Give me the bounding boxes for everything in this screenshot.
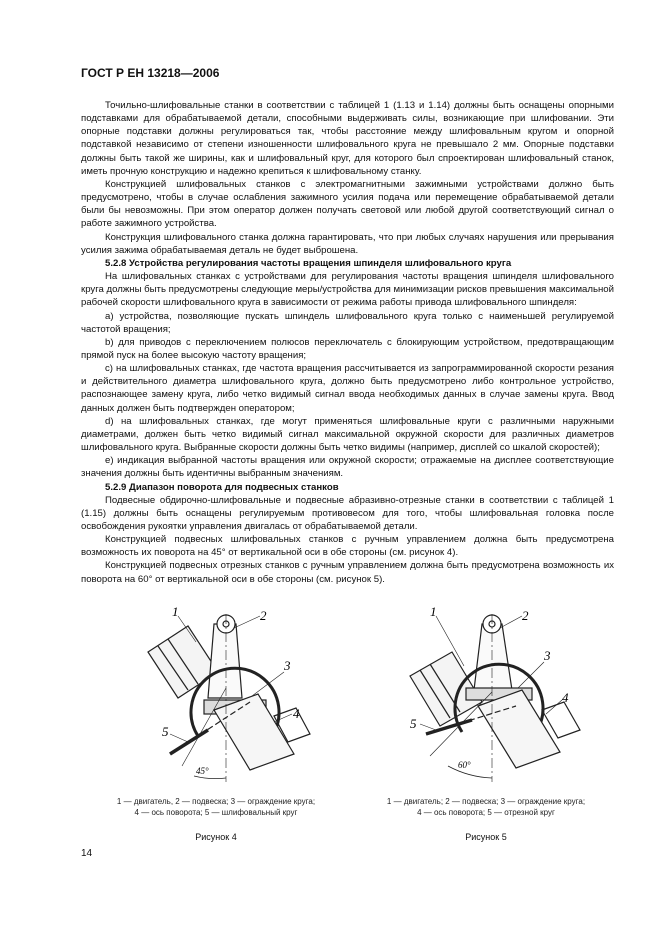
figure-4-label-2: 2 <box>260 608 267 623</box>
cutting-wheel <box>478 690 560 768</box>
figure-4-angle: 45° <box>196 766 209 776</box>
paragraph: Конструкцией подвесных шлифовальных станков с ручным управлением должна быть предусмотрена возможность их поворота на 45° от вертикальной оси в обе стороны (см. рисунок 4). <box>81 534 614 559</box>
paragraph: Конструкцией шлифовальных станков с электромагнитными зажимными устройствами должно быть предусмотрено, чтобы в случае ослабления зажимного усилия подача или перемещение обрабатываемой детали были бы невозможны. При этом оператор должен получать световой или любой другой соответствующий сигнал о работе зажимного устройства. <box>81 178 614 230</box>
list-item-a: a) устройства, позволяющие пускать шпиндель шлифовального круга только с наименьшей регулируемой частотой вращения; <box>81 310 614 335</box>
figure-4-label-3: 3 <box>284 658 291 673</box>
paragraph: Конструкция шлифовального станка должна гарантировать, что при любых случаях нарушения или прерывания усилия зажима обрабатываемая деталь не будет выброшена. <box>81 231 614 256</box>
paragraph: Точильно-шлифовальные станки в соответствии с таблицей 1 (1.13 и 1.14) должны быть оснащены опорными подставками для обрабатываемой детали, способными выдерживать силы, возникающие при шлифовании. Эти опорные подставки должны регулироваться так, чтобы расстояние между шлифовальным кругом и опорной подставкой независимо от степени изношенности шлифовального круга не превышало 2 мм. Опорные подставки должны быть такой же ширины, как и шлифовальный круг, для которого был спроектирован шлифовальный станок, иметь прочную конструкцию и надежно крепиться к шлифовальному станку. <box>81 100 614 177</box>
figure-4-label-5: 5 <box>162 724 169 739</box>
page-number: 14 <box>81 848 93 859</box>
figure-5-caption-line-1: 1 — двигатель; 2 — подвеска; 3 — ограждение круга; <box>386 797 586 806</box>
paragraph: Подвесные обдирочно-шлифовальные и подвесные абразивно-отрезные станки в соответствии с таблицей 1 (1.15) должны быть оснащены регулируемым противовесом для того, чтобы шлифовальная головка после освобождения рукоятки управления двигалась от обрабатываемой детали. <box>81 494 614 532</box>
figure-4-drawing <box>96 606 336 784</box>
figure-5-caption-line-2: 4 — ось поворота; 5 — отрезной круг <box>417 808 555 817</box>
figure-4-label-4: 4 <box>293 706 300 721</box>
figure-5-caption <box>350 796 622 818</box>
figures-area <box>76 606 616 856</box>
wheel-spindle <box>170 730 208 754</box>
figure-5-label-3: 3 <box>544 648 551 663</box>
figure-4-caption-line-2: 4 — ось поворота; 5 — шлифовальный круг <box>134 808 298 817</box>
figure-5-label-1: 1 <box>430 606 437 619</box>
figure-5 <box>366 606 606 842</box>
figure-5-label-5: 5 <box>410 716 417 731</box>
figure-5-label-2: 2 <box>522 608 529 623</box>
paragraph: На шлифовальных станках с устройствами для регулирования частоты вращения шпинделя шлифовального круга должны быть предусмотрены следующие меры/устройства для минимизации рисков превышения максимальной рабочей скорости шлифовального круга в зависимости от режима работы привода шлифовального шпинделя: <box>81 271 614 309</box>
figure-4-caption-line-1: 1 — двигатель, 2 — подвеска; 3 — ограждение круга; <box>116 797 316 806</box>
figure-4 <box>96 606 336 842</box>
body-text <box>81 99 614 586</box>
figure-4-title: Рисунок 4 <box>195 832 237 842</box>
figure-5-label-4: 4 <box>562 690 569 705</box>
figure-4-label-1: 1 <box>172 606 179 619</box>
figure-5-angle: 60° <box>458 760 471 770</box>
list-item-e: e) индикация выбранной частоты вращения или окружной скорости; отражаемые на дисплее соответствующие значения должны быть идентичны выбранным значениям. <box>81 455 614 480</box>
figure-5-title: Рисунок 5 <box>465 832 507 842</box>
document-header: ГОСТ Р ЕН 13218—2006 <box>81 66 220 80</box>
figure-4-caption <box>80 796 352 818</box>
list-item-b: b) для приводов с переключением полюсов переключатель с блокирующим устройством, предотвращающим прямой пуск на более высокую частоту вращения; <box>81 336 614 361</box>
section-heading-5-2-9: 5.2.9 Диапазон поворота для подвесных станков <box>105 481 339 493</box>
paragraph: Конструкцией подвесных отрезных станков с ручным управлением должна быть предусмотрена возможность их поворота на 60° от вертикальной оси в обе стороны (см. рисунок 5). <box>81 560 614 585</box>
hanger-shape <box>474 624 512 690</box>
hanger-shape <box>208 624 242 698</box>
section-heading-5-2-8: 5.2.8 Устройства регулирования частоты вращения шпинделя шлифовального круга <box>105 257 512 269</box>
figure-5-drawing <box>366 606 606 784</box>
wheel-spindle <box>426 720 472 734</box>
list-item-c: c) на шлифовальных станках, где частота вращения рассчитывается из запрограммированной скорости резания и действительного диаметра шлифовального круга, должно быть предусмотрено либо контрольное устройство, распознающее замену круга, либо четко видимый сигнал ввода необходимых данных в случае замены круга. Ввод данных должен быть подтвержден оператором; <box>81 363 614 414</box>
list-item-d: d) на шлифовальных станках, где могут применяться шлифовальные круги с различными наружными диаметрами, должен быть четко видимый сигнал максимальной окружной скорости для различных диаметров шлифовального круга. Выбранные скорости должны быть четко видимы (например, дисплей со шкалой скоростей); <box>81 415 614 454</box>
angle-arc <box>194 776 226 779</box>
